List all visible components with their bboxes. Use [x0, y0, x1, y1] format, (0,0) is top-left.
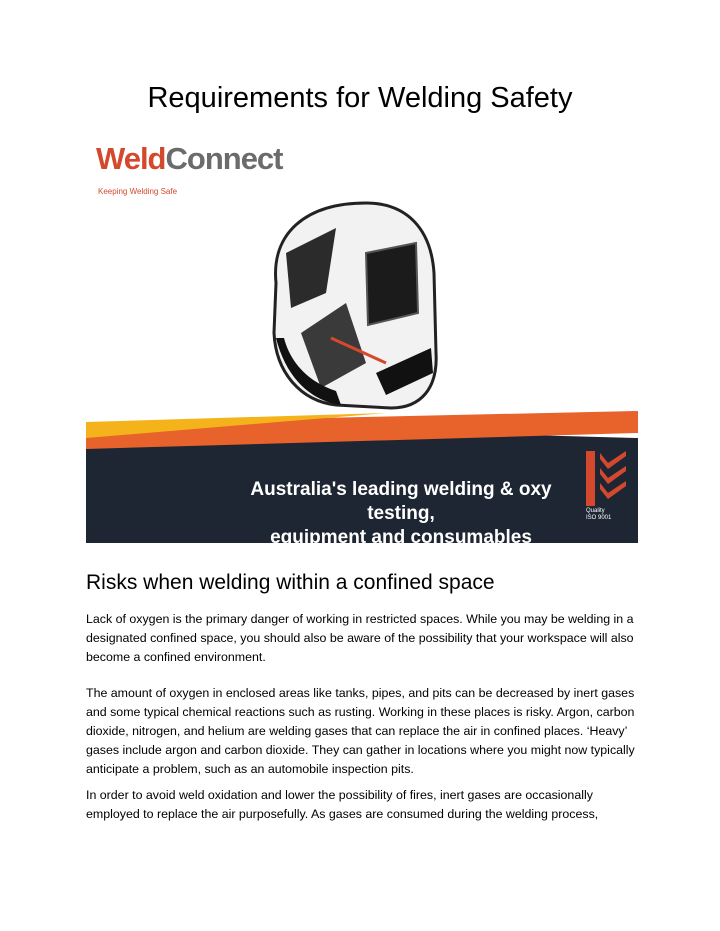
- banner-headline: Australia's leading welding & oxy testing, equipment and consumables supplier.: [250, 479, 552, 572]
- certification-badge: Quality ISO 9001: [586, 508, 612, 521]
- paragraph-3: In order to avoid weld oxidation and lower the possibility of fires, inert gases are occasionally employed to replace the air purposefully. As gases are consumed during the welding process,: [86, 788, 599, 821]
- paragraph-2: The amount of oxygen in enclosed areas like tanks, pipes, and pits can be decreased by inert gases and some typical chemical reactions such as rusting. Working in these places is risky. Argon, carbon dioxide, nitrogen, and helium are welding gases that can replace the air in confined places. ‘Heavy’ gases include argon and carbon dioxide. They can gather in locations where you might now typically anticipate a problem, such as an automobile inspection pits.: [86, 686, 635, 776]
- paragraph-1: Lack of oxygen is the primary danger of working in restricted spaces. While you may be welding in a designated confined space, you should also be aware of the possibility that your workspace will also become a confined environment.: [86, 612, 634, 664]
- weldconnect-logo: WeldConnect Keeping Welding Safe: [96, 141, 283, 196]
- section-heading: Risks when welding within a confined space: [86, 571, 495, 594]
- logo-tagline: Keeping Welding Safe: [98, 187, 178, 196]
- helmet-icon: [274, 203, 436, 408]
- page-title: Requirements for Welding Safety: [147, 82, 573, 114]
- welding-banner-image: [86, 133, 638, 572]
